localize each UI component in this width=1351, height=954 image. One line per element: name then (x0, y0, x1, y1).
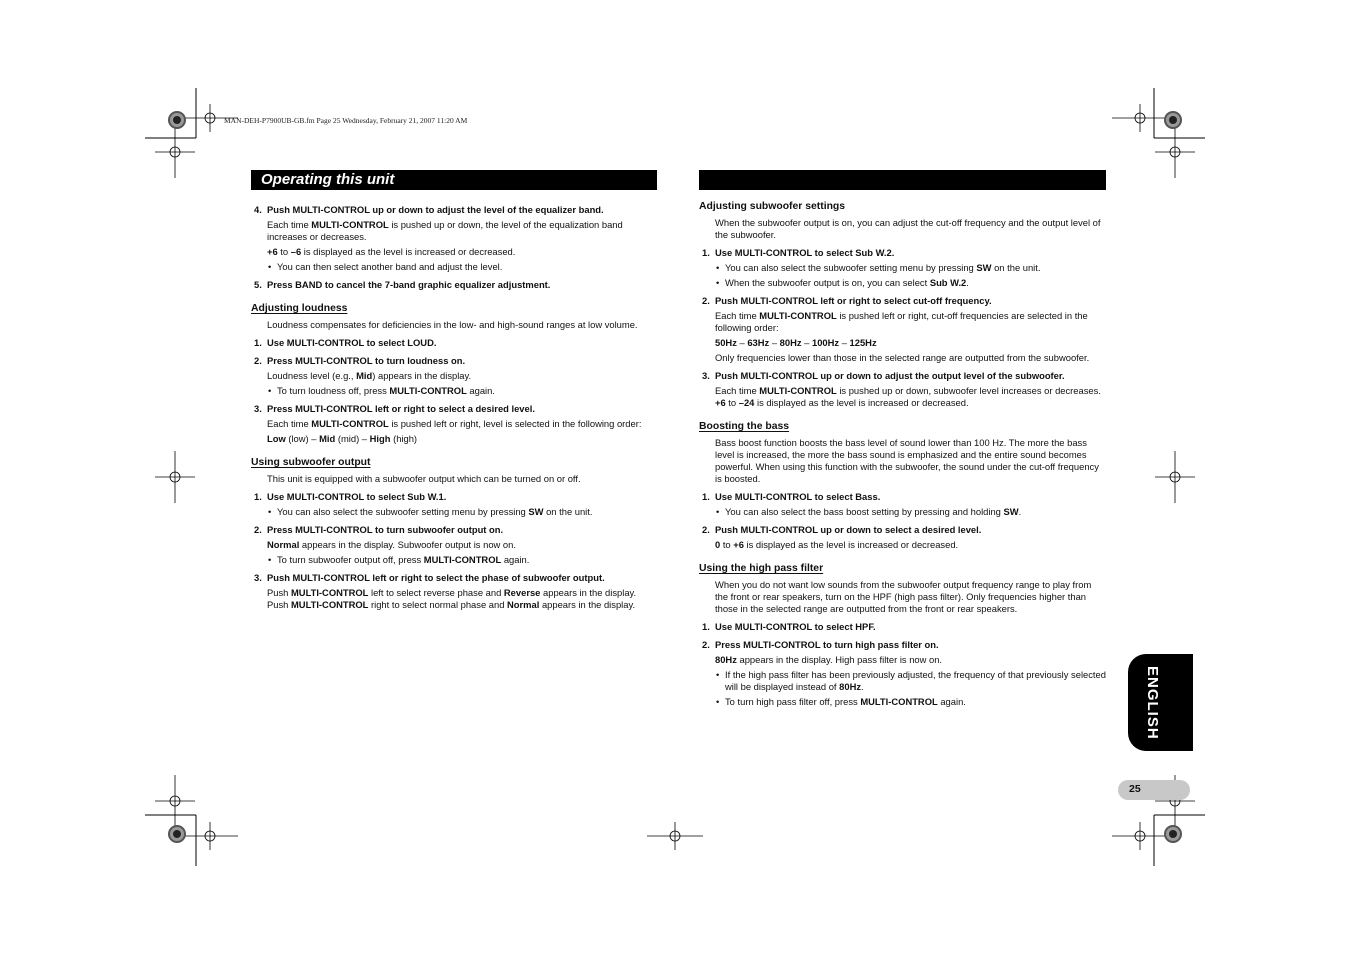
paragraph: Each time MULTI-CONTROL is pushed up or down, subwoofer level increases or decreases. +6 to –24 is displayed as the level is increased or decreased. (715, 385, 1101, 408)
file-info: MAN-DEH-P7900UB-GB.fm Page 25 Wednesday, February 21, 2007 11:20 AM (224, 116, 468, 125)
left-column (251, 198, 657, 614)
section-title-bass: Boosting the bass (699, 421, 790, 432)
frequency-order: 50Hz – 63Hz – 80Hz – 100Hz – 125Hz (715, 337, 877, 348)
section-title-subwoofer: Using subwoofer output (251, 457, 371, 468)
section-intro: When the subwoofer output is on, you can adjust the cut-off frequency and the output level of the subwoofer. (715, 217, 1101, 240)
paragraph: Each time MULTI-CONTROL is pushed left or right, level is selected in the following order: (267, 418, 642, 429)
level-order: Low (low) – Mid (mid) – High (high) (267, 433, 418, 444)
paragraph: 80Hz appears in the display. High pass filter is now on. (715, 654, 943, 665)
language-tab-label: ENGLISH (1144, 666, 1161, 740)
step-item: 1. Use MULTI-CONTROL to select Sub W.2. (702, 247, 895, 258)
step-item: 2. Push MULTI-CONTROL left or right to select cut-off frequency. (702, 295, 992, 306)
step-item: 3. Push MULTI-CONTROL up or down to adjust the output level of the subwoofer. (702, 370, 1065, 381)
step-item: 1. Use MULTI-CONTROL to select Bass. (702, 491, 881, 502)
step-item: 2. Press MULTI-CONTROL to turn loudness on. (254, 355, 466, 366)
right-column (699, 198, 1106, 711)
section-header-bar (251, 170, 657, 190)
section-header-bar-right (699, 170, 1106, 190)
paragraph: 0 to +6 is displayed as the level is increased or decreased. (715, 539, 959, 550)
section-title-loudness: Adjusting loudness (251, 303, 348, 314)
step-item: 1. Use MULTI-CONTROL to select LOUD. (254, 337, 437, 348)
step-item: 2. Press MULTI-CONTROL to turn high pass filter on. (702, 639, 939, 650)
paragraph: Push MULTI-CONTROL left to select reverse phase and Reverse appears in the display. Push MULTI-CONTROL right to select normal phase and Normal appears in the display. (267, 587, 637, 610)
paragraph: Loudness level (e.g., Mid) appears in the display. (267, 370, 472, 381)
paragraph: Normal appears in the display. Subwoofer output is now on. (267, 539, 516, 550)
section-title-hpf: Using the high pass filter (699, 563, 824, 574)
bullet-item: • If the high pass filter has been previously adjusted, the frequency of that previously selected will be displayed instead of 80Hz. (715, 669, 1106, 693)
bullet-item: • You can also select the subwoofer setting menu by pressing SW on the unit. (715, 262, 1106, 274)
paragraph: Only frequencies lower than those in the selected range are outputted from the subwoofer. (715, 352, 1090, 363)
step-item: 3. Push MULTI-CONTROL left or right to select the phase of subwoofer output. (254, 572, 605, 583)
bullet-item: • You can also select the bass boost setting by pressing and holding SW. (715, 506, 1106, 518)
paragraph: Each time MULTI-CONTROL is pushed up or down, the level of the equalization band increases or decreases. (267, 219, 623, 242)
step-item: 2. Push MULTI-CONTROL up or down to select a desired level. (702, 524, 982, 535)
step-item: 3. Press MULTI-CONTROL left or right to select a desired level. (254, 403, 535, 414)
language-tab-edge (1175, 654, 1193, 751)
step-item: 1. Use MULTI-CONTROL to select HPF. (702, 621, 876, 632)
step-item: 5. Press BAND to cancel the 7-band graphic equalizer adjustment. (254, 279, 551, 290)
section-title-sub-settings: Adjusting subwoofer settings (699, 201, 846, 212)
page-title: Operating this unit (261, 171, 395, 188)
section-intro: This unit is equipped with a subwoofer output which can be turned on or off. (267, 473, 581, 484)
section-intro: Loudness compensates for deficiencies in the low- and high-sound ranges at low volume. (267, 319, 638, 330)
paragraph: Each time MULTI-CONTROL is pushed left or right, cut-off frequencies are selected in the following order: (715, 310, 1088, 333)
step-item: 2. Press MULTI-CONTROL to turn subwoofer output on. (254, 524, 504, 535)
step-item: 4. Push MULTI-CONTROL up or down to adjust the level of the equalizer band. (254, 204, 604, 215)
bullet-item: • When the subwoofer output is on, you can select Sub W.2. (715, 277, 1106, 289)
page-number: 25 (1129, 783, 1141, 795)
bullet-item: • To turn high pass filter off, press MULTI-CONTROL again. (715, 696, 1106, 708)
section-intro: Bass boost function boosts the bass level of sound lower than 100 Hz. The more the bass level is increased, the more the bass sound is emphasized and the entire sound becomes powerful. When using this function with the subwoofer, the sound under the cut-off frequency is boosted. (715, 437, 1099, 484)
bullet-item: • You can then select another band and adjust the level. (267, 261, 657, 273)
paragraph: +6 to –6 is displayed as the level is increased or decreased. (267, 246, 516, 257)
bullet-item: • To turn subwoofer output off, press MULTI-CONTROL again. (267, 554, 657, 566)
bullet-item: • To turn loudness off, press MULTI-CONTROL again. (267, 385, 657, 397)
section-intro: When you do not want low sounds from the subwoofer output frequency range to play from the front or rear speakers, turn on the HPF (high pass filter). Only frequencies higher than those in the selected range are outputted from the front or rear speakers. (715, 579, 1092, 614)
step-item: 1. Use MULTI-CONTROL to select Sub W.1. (254, 491, 447, 502)
bullet-item: • You can also select the subwoofer setting menu by pressing SW on the unit. (267, 506, 657, 518)
